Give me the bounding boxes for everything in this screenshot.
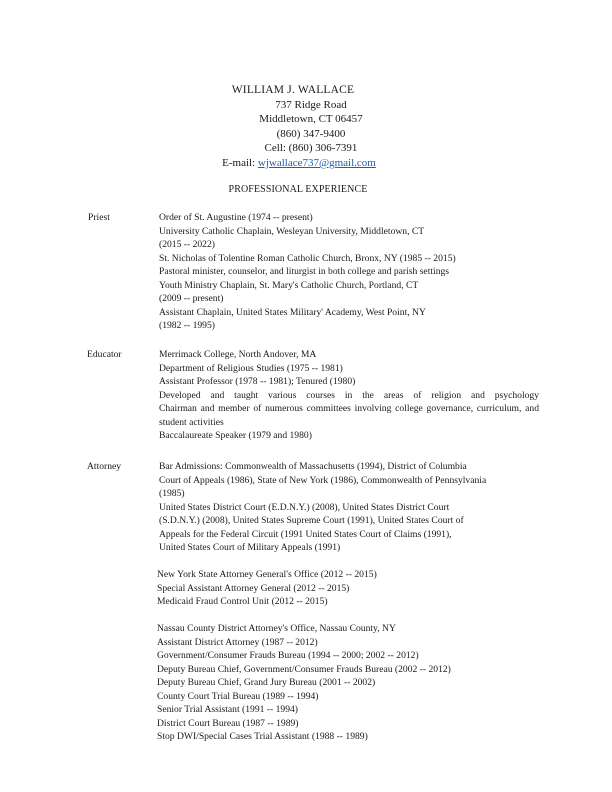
nassau-line: Assistant District Attorney (1987 -- 2012) <box>157 636 318 648</box>
priest-line: University Catholic Chaplain, Wesleyan University, Middletown, CT <box>159 225 425 237</box>
section-label-educator: Educator <box>87 349 122 360</box>
priest-section <box>87 211 547 333</box>
nassau-line: District Court Bureau (1987 -- 1989) <box>157 717 299 729</box>
nassau-line: County Court Trial Bureau (1989 -- 1994) <box>157 690 319 702</box>
priest-line: Order of St. Augustine (1974 -- present) <box>159 212 313 223</box>
ag-line: New York State Attorney General's Office (2012 -- 2015) <box>157 569 377 580</box>
section-title-professional-experience: PROFESSIONAL EXPERIENCE <box>228 184 368 195</box>
phone-number: (860) 347-9400 <box>276 127 346 140</box>
priest-line: (2015 -- 2022) <box>159 239 215 250</box>
email-line <box>0 156 612 171</box>
bar-line: (1985) <box>159 488 185 499</box>
ag-line: Special Assistant Attorney General (2012 -- 2015) <box>157 582 350 594</box>
cell-number: Cell: (860) 306-7391 <box>264 142 358 155</box>
priest-line: Pastoral minister, counselor, and liturgist in both college and parish settings <box>159 266 450 277</box>
educator-line: Assistant Professor (1978 -- 1981); Tenured (1980) <box>159 376 356 387</box>
person-name: WILLIAM J. WALLACE <box>231 84 355 96</box>
nassau-line: Deputy Bureau Chief, Grand Jury Bureau (2001 -- 2002) <box>157 677 376 688</box>
priest-line: Youth Ministry Chaplain, St. Mary's Catholic Church, Portland, CT <box>159 279 419 291</box>
educator-content <box>159 348 539 443</box>
priest-content <box>159 211 539 333</box>
bar-line: United States Court of Military Appeals (1991) <box>159 542 341 553</box>
street-address: 737 Ridge Road <box>275 98 347 111</box>
section-label-priest: Priest <box>88 212 110 223</box>
nassau-line: Government/Consumer Frauds Bureau (1994 -- 2000; 2002 -- 2012) <box>157 650 419 661</box>
nassau-line: Deputy Bureau Chief, Government/Consumer Frauds Bureau (2002 -- 2012) <box>157 663 451 675</box>
section-label-attorney: Attorney <box>87 461 122 472</box>
contact-header <box>0 83 612 171</box>
nassau-line: Senior Trial Assistant (1991 -- 1994) <box>157 704 298 715</box>
attorney-content <box>159 460 539 744</box>
educator-line: Merrimack College, North Andover, MA <box>159 349 317 360</box>
attorney-section <box>87 460 547 744</box>
educator-line: Chairman and member of numerous committees involving college governance, curriculum, and student activities <box>159 403 539 428</box>
attorney-general-group <box>157 568 539 609</box>
email-label: E-mail: <box>222 156 258 169</box>
bar-line: Court of Appeals (1986), State of New York (1986), Commonwealth of Pennsylvania <box>159 474 487 486</box>
city-state-zip: Middletown, CT 06457 <box>259 113 363 126</box>
bar-line: United States District Court (E.D.N.Y.) (2008), United States District Court <box>159 501 450 513</box>
nassau-line: Stop DWI/Special Cases Trial Assistant (1988 -- 1989) <box>157 731 368 742</box>
bar-line: Appeals for the Federal Circuit (1991 United States Court of Claims (1991), <box>159 528 452 540</box>
educator-section <box>87 348 547 443</box>
educator-line: Department of Religious Studies (1975 -- 1981) <box>159 362 343 374</box>
nassau-da-group <box>157 622 539 744</box>
bar-line: (S.D.N.Y.) (2008), United States Supreme Court (1991), United States Court of <box>159 515 464 526</box>
ag-line: Medicaid Fraud Control Unit (2012 -- 2015) <box>157 596 328 607</box>
priest-line: (2009 -- present) <box>159 293 224 304</box>
priest-line: Assistant Chaplain, United States Military' Academy, West Point, NY <box>159 306 426 318</box>
priest-line: St. Nicholas of Tolentine Roman Catholic Church, Bronx, NY (1985 -- 2015) <box>159 252 456 264</box>
email-link[interactable]: wjwallace737@gmail.com <box>257 156 376 169</box>
priest-line: (1982 -- 1995) <box>159 320 215 331</box>
bar-line: Bar Admissions: Commonwealth of Massachusetts (1994), District of Columbia <box>159 461 467 472</box>
educator-line: Baccalaureate Speaker (1979 and 1980) <box>159 430 312 441</box>
nassau-line: Nassau County District Attorney's Office, Nassau County, NY <box>157 623 396 634</box>
bar-admissions <box>159 460 539 555</box>
educator-line: Developed and taught various courses in the areas of religion and psychology <box>159 389 539 401</box>
